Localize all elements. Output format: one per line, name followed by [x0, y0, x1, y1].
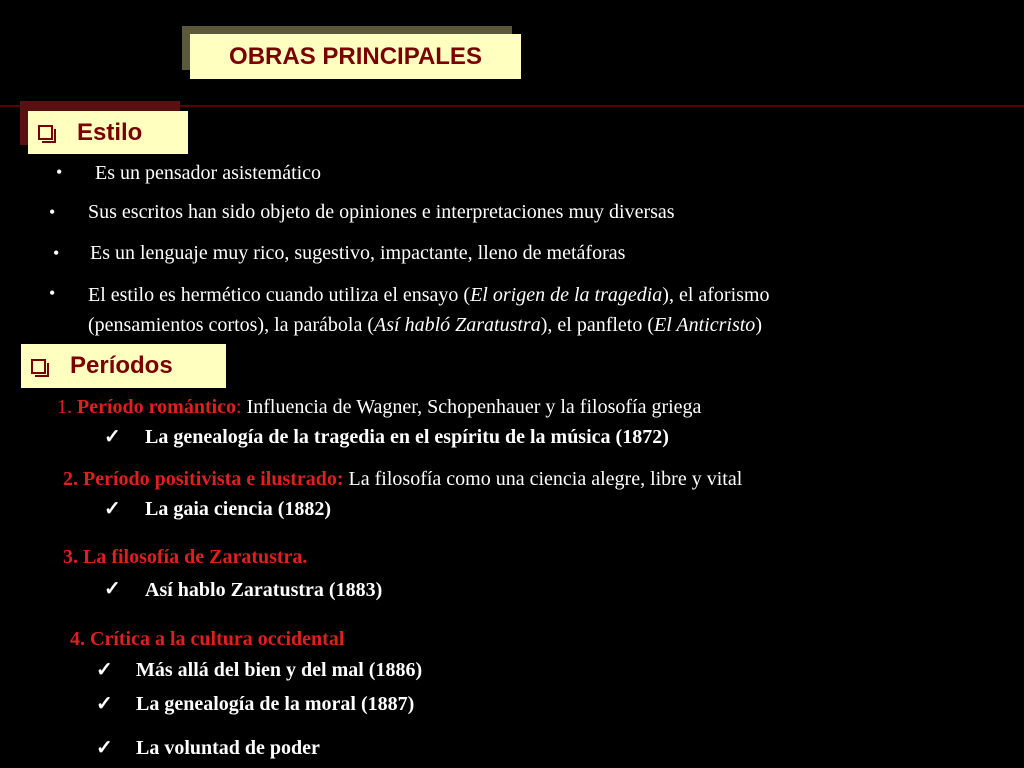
checkmark-icon: ✓ [104, 426, 121, 448]
period-4-work-1: Más allá del bien y del mal (1886) [136, 659, 423, 681]
periodos-heading [21, 344, 226, 388]
period-2 [63, 464, 742, 494]
estilo-heading-label: Estilo [77, 118, 143, 146]
period-4-label: 4. Crítica a la cultura occidental [70, 628, 345, 650]
text-segment: El estilo es hermético cuando utiliza el ensayo ( [88, 284, 471, 306]
period-label: Período romántico [72, 396, 237, 418]
text-segment: ) [755, 314, 762, 336]
period-2-work: La gaia ciencia (1882) [145, 498, 332, 520]
estilo-bullet-3: Es un lenguaje muy rico, sugestivo, impactante, lleno de metáforas [90, 242, 626, 264]
page-title: OBRAS PRINCIPALES [190, 34, 521, 79]
period-1-work: La genealogía de la tragedia en el espíritu de la música (1872) [145, 426, 669, 448]
text-segment: ), el aforismo [662, 284, 770, 306]
estilo-bullet-4 [88, 280, 988, 340]
checkmark-icon: ✓ [104, 498, 121, 520]
bullet-icon: • [49, 202, 56, 222]
checkmark-icon: ✓ [96, 659, 113, 681]
period-1 [57, 392, 701, 422]
period-4-work-2: La genealogía de la moral (1887) [136, 693, 415, 715]
work-title: Así habló Zaratustra [374, 314, 541, 336]
text-segment: : [236, 396, 242, 418]
bullet-icon: • [56, 162, 63, 182]
period-number: 1. [57, 396, 72, 418]
work-title: El Anticristo [654, 314, 756, 336]
work-title: El origen de la tragedia [470, 284, 663, 306]
period-4-work-3: La voluntad de poder [136, 737, 320, 759]
text-segment: (pensamientos cortos), la parábola ( [88, 314, 375, 336]
checkmark-icon: ✓ [96, 737, 113, 759]
periodos-heading-label: Períodos [70, 352, 173, 379]
bullet-icon: • [49, 283, 56, 303]
period-3-work: Así hablo Zaratustra (1883) [145, 579, 383, 601]
checkbox-bullet-icon [38, 125, 53, 140]
checkmark-icon: ✓ [96, 693, 113, 715]
period-description: La filosofía como una ciencia alegre, libre y vital [343, 468, 743, 490]
estilo-bullet-1: Es un pensador asistemático [95, 162, 322, 184]
estilo-heading [28, 111, 188, 154]
period-label: 2. Período positivista e ilustrado: [63, 468, 344, 490]
bullet-icon: • [53, 243, 60, 263]
text-segment: ), el panfleto ( [540, 314, 654, 336]
period-3-label: 3. La filosofía de Zaratustra. [63, 546, 308, 568]
checkbox-bullet-icon [31, 359, 46, 374]
estilo-bullet-2: Sus escritos han sido objeto de opiniones e interpretaciones muy diversas [88, 201, 675, 223]
checkmark-icon: ✓ [104, 578, 121, 600]
period-description: Influencia de Wagner, Schopenhauer y la filosofía griega [241, 396, 702, 418]
